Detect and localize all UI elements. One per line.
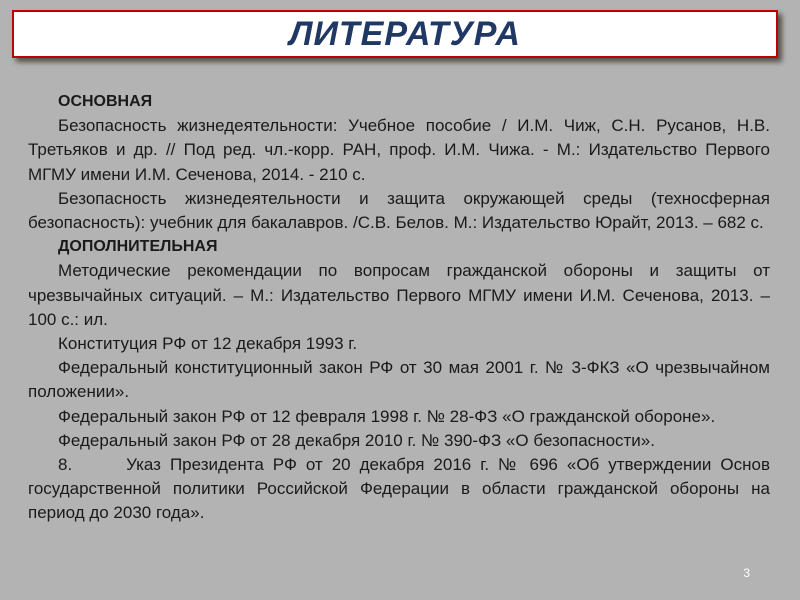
reference-item: Федеральный закон РФ от 12 февраля 1998 г. № 28-ФЗ «О гражданской обороне». — [58, 406, 716, 426]
reference-item: Федеральный конституционный закон РФ от 30 мая 2001 г. № 3-ФКЗ «О чрезвычайном положении». — [28, 358, 770, 402]
slide-number: 3 — [743, 566, 750, 580]
section-heading-main: ОСНОВНАЯ — [58, 93, 153, 110]
title-banner — [12, 10, 778, 58]
section-heading-extra: ДОПОЛНИТЕЛЬНАЯ — [58, 238, 218, 256]
reference-item: Методические рекомендации по вопросам гражданской обороны и защиты от чрезвычайных ситуаций. – М.: Издательство Первого МГМУ имени И.М. Сеченова, 2013. – 100 с.: ил. — [28, 261, 770, 329]
reference-item: 8. Указ Президента РФ от 20 декабря 2016 г. № 696 «Об утверждении Основ государственной политики Российской Федерации в области гражданской обороны на период до 2030 года». — [28, 455, 770, 523]
reference-item: Безопасность жизнедеятельности и защита окружающей среды (техносферная безопасность): учебник для бакалавров. /С.В. Белов. М.: Издательство Юрайт, 2013. – 682 с. — [28, 188, 770, 233]
reference-item: Безопасность жизнедеятельности: Учебное пособие / И.М. Чиж, С.Н. Русанов, Н.В. Третьяков и др. // Под ред. чл.-корр. РАН, проф. И.М. Чижа. - М.: Издательство Первого МГМУ имени И.М. Сеченова, 2014. - 210 с. — [28, 116, 770, 184]
page-title: ЛИТЕРАТУРА — [289, 14, 521, 53]
reference-item: Федеральный закон РФ от 28 декабря 2010 г. № 390-ФЗ «О безопасности». — [58, 430, 655, 450]
reference-item: Конституция РФ от 12 декабря 1993 г. — [58, 334, 358, 354]
references-body — [28, 90, 770, 526]
